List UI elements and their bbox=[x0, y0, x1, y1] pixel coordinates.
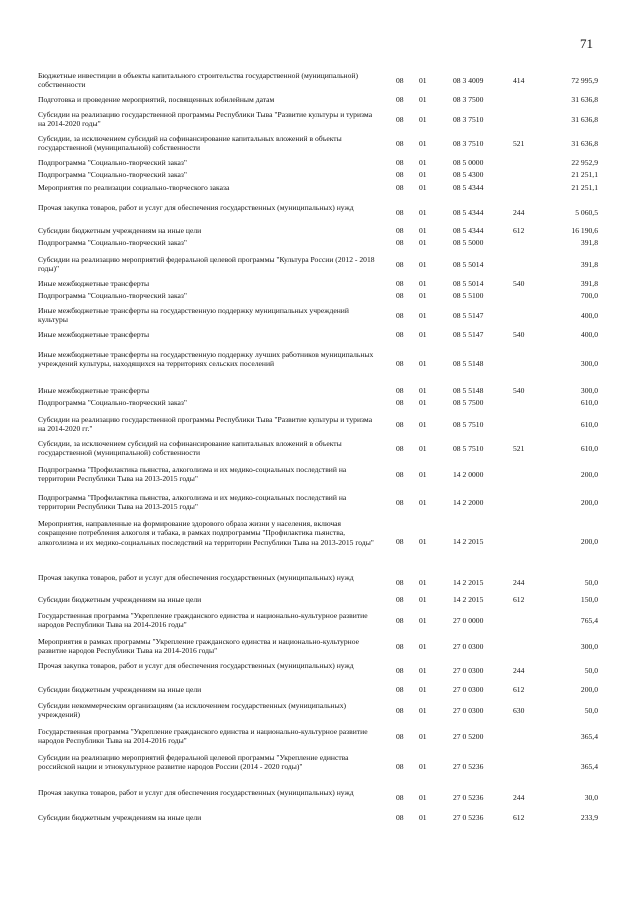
row-section: 08 bbox=[396, 595, 404, 604]
row-section: 08 bbox=[396, 359, 404, 368]
table-row bbox=[38, 238, 598, 248]
row-subsection: 01 bbox=[419, 813, 427, 822]
row-amount: 31 636,8 bbox=[571, 139, 598, 148]
row-section: 08 bbox=[396, 616, 404, 625]
row-subsection: 01 bbox=[419, 170, 427, 179]
row-expense-type: 540 bbox=[513, 279, 525, 288]
row-section: 08 bbox=[396, 732, 404, 741]
row-subsection: 01 bbox=[419, 260, 427, 269]
row-amount: 200,0 bbox=[580, 470, 598, 479]
row-subsection: 01 bbox=[419, 732, 427, 741]
table-row bbox=[38, 386, 598, 396]
row-amount: 150,0 bbox=[580, 595, 598, 604]
row-amount: 30,0 bbox=[584, 793, 598, 802]
row-target-article: 14 2 0000 bbox=[453, 470, 484, 479]
row-target-article: 27 0 0300 bbox=[453, 666, 484, 675]
row-target-article: 08 3 7510 bbox=[453, 115, 484, 124]
row-subsection: 01 bbox=[419, 420, 427, 429]
row-amount: 610,0 bbox=[580, 444, 598, 453]
table-row bbox=[38, 350, 598, 378]
table-row bbox=[38, 203, 598, 222]
row-target-article: 08 5 7500 bbox=[453, 398, 484, 407]
row-expense-type: 244 bbox=[513, 793, 525, 802]
row-subsection: 01 bbox=[419, 595, 427, 604]
row-subsection: 01 bbox=[419, 537, 427, 546]
row-subsection: 01 bbox=[419, 226, 427, 235]
row-name: Прочая закупка товаров, работ и услуг для обеспечения государственных (муниципальных) нужд bbox=[38, 788, 354, 797]
row-section: 08 bbox=[396, 208, 404, 217]
row-target-article: 08 5 5014 bbox=[453, 260, 484, 269]
row-target-article: 27 0 0300 bbox=[453, 642, 484, 651]
row-subsection: 01 bbox=[419, 685, 427, 694]
row-amount: 400,0 bbox=[580, 311, 598, 320]
table-row bbox=[38, 226, 598, 236]
table-row bbox=[38, 573, 598, 592]
row-target-article: 08 5 5100 bbox=[453, 291, 484, 300]
row-target-article: 27 0 5236 bbox=[453, 813, 484, 822]
row-name: Иные межбюджетные трансферты на государственную поддержку муниципальных учреждений культуры bbox=[38, 306, 349, 325]
table-row bbox=[38, 595, 598, 605]
row-target-article: 08 3 7510 bbox=[453, 139, 484, 148]
row-section: 08 bbox=[396, 537, 404, 546]
table-row bbox=[38, 255, 598, 274]
row-name: Прочая закупка товаров, работ и услуг для обеспечения государственных (муниципальных) нужд bbox=[38, 661, 354, 670]
page-number: 71 bbox=[580, 36, 593, 51]
row-section: 08 bbox=[396, 762, 404, 771]
table-row bbox=[38, 611, 598, 630]
table-row bbox=[38, 701, 598, 720]
table-row bbox=[38, 158, 598, 168]
row-name: Прочая закупка товаров, работ и услуг для обеспечения государственных (муниципальных) нужд bbox=[38, 203, 354, 212]
row-amount: 400,0 bbox=[580, 330, 598, 339]
row-target-article: 27 0 0000 bbox=[453, 616, 484, 625]
table-row bbox=[38, 95, 598, 105]
row-section: 08 bbox=[396, 226, 404, 235]
row-section: 08 bbox=[396, 706, 404, 715]
row-amount: 50,0 bbox=[584, 706, 598, 715]
row-subsection: 01 bbox=[419, 183, 427, 192]
row-target-article: 08 5 4344 bbox=[453, 226, 484, 235]
row-name: Бюджетные инвестиции в объекты капитального строительства государственной (муниципальной) собственности bbox=[38, 71, 359, 90]
row-name: Мероприятия в рамках программы "Укрепление гражданского единства и национально-культурное развитие народов Республики Тыва на 2014-2016 годы" bbox=[38, 637, 359, 656]
row-subsection: 01 bbox=[419, 762, 427, 771]
row-name: Государственная программа "Укрепление гражданского единства и национально-культурное развитие народов Республики Тыва на 2014-2016 годы" bbox=[38, 611, 368, 630]
row-section: 08 bbox=[396, 470, 404, 479]
row-amount: 700,0 bbox=[580, 291, 598, 300]
row-amount: 200,0 bbox=[580, 498, 598, 507]
row-subsection: 01 bbox=[419, 330, 427, 339]
table-row bbox=[38, 306, 598, 325]
row-subsection: 01 bbox=[419, 578, 427, 587]
row-amount: 31 636,8 bbox=[571, 115, 598, 124]
row-amount: 5 060,5 bbox=[575, 208, 598, 217]
row-target-article: 27 0 5236 bbox=[453, 762, 484, 771]
row-target-article: 14 2 2015 bbox=[453, 578, 484, 587]
row-amount: 391,8 bbox=[580, 238, 598, 247]
row-amount: 365,4 bbox=[580, 732, 598, 741]
row-section: 08 bbox=[396, 139, 404, 148]
table-row bbox=[38, 279, 598, 289]
row-expense-type: 521 bbox=[513, 444, 525, 453]
row-expense-type: 612 bbox=[513, 595, 525, 604]
row-target-article: 08 5 7510 bbox=[453, 444, 484, 453]
row-amount: 21 251,1 bbox=[571, 183, 598, 192]
row-section: 08 bbox=[396, 95, 404, 104]
row-subsection: 01 bbox=[419, 470, 427, 479]
row-target-article: 08 5 0000 bbox=[453, 158, 484, 167]
row-name: Подпрограмма "Социально-творческий заказ" bbox=[38, 158, 187, 167]
row-section: 08 bbox=[396, 444, 404, 453]
row-name: Субсидии, за исключением субсидий на софинансирование капитальных вложений в объекты государственной (муниципальной) собственности bbox=[38, 134, 342, 153]
row-amount: 200,0 bbox=[580, 537, 598, 546]
row-subsection: 01 bbox=[419, 444, 427, 453]
row-expense-type: 612 bbox=[513, 226, 525, 235]
row-section: 08 bbox=[396, 666, 404, 675]
row-name: Иные межбюджетные трансферты bbox=[38, 386, 150, 395]
table-row bbox=[38, 753, 598, 781]
row-target-article: 08 5 5000 bbox=[453, 238, 484, 247]
row-amount: 50,0 bbox=[584, 578, 598, 587]
row-amount: 391,8 bbox=[580, 260, 598, 269]
row-name: Субсидии бюджетным учреждениям на иные цели bbox=[38, 685, 202, 694]
table-row bbox=[38, 727, 598, 746]
row-amount: 300,0 bbox=[580, 359, 598, 368]
row-amount: 365,4 bbox=[580, 762, 598, 771]
row-target-article: 08 5 4344 bbox=[453, 183, 484, 192]
row-amount: 610,0 bbox=[580, 420, 598, 429]
row-section: 08 bbox=[396, 398, 404, 407]
row-target-article: 27 0 5236 bbox=[453, 793, 484, 802]
row-subsection: 01 bbox=[419, 115, 427, 124]
row-expense-type: 521 bbox=[513, 139, 525, 148]
row-target-article: 14 2 2015 bbox=[453, 595, 484, 604]
row-target-article: 27 0 5200 bbox=[453, 732, 484, 741]
row-section: 08 bbox=[396, 685, 404, 694]
row-amount: 31 636,8 bbox=[571, 95, 598, 104]
row-name: Иные межбюджетные трансферты bbox=[38, 330, 150, 339]
row-expense-type: 612 bbox=[513, 813, 525, 822]
row-target-article: 27 0 0300 bbox=[453, 706, 484, 715]
row-subsection: 01 bbox=[419, 279, 427, 288]
row-target-article: 08 5 4344 bbox=[453, 208, 484, 217]
row-expense-type: 630 bbox=[513, 706, 525, 715]
table-row bbox=[38, 813, 598, 823]
row-name: Подготовка и проведение мероприятий, посвященных юбилейным датам bbox=[38, 95, 275, 104]
row-target-article: 08 5 5148 bbox=[453, 386, 484, 395]
row-target-article: 08 5 5148 bbox=[453, 359, 484, 368]
row-section: 08 bbox=[396, 498, 404, 507]
row-name: Подпрограмма "Социально-творческий заказ" bbox=[38, 398, 187, 407]
row-subsection: 01 bbox=[419, 76, 427, 85]
row-name: Субсидии на реализацию государственной программы Республики Тыва "Развитие культуры и туризма на 2014-2020 гг." bbox=[38, 415, 373, 434]
row-expense-type: 244 bbox=[513, 208, 525, 217]
row-amount: 300,0 bbox=[580, 642, 598, 651]
table-row bbox=[38, 398, 598, 408]
row-amount: 72 995,9 bbox=[571, 76, 598, 85]
row-name: Подпрограмма "Социально-творческий заказ" bbox=[38, 170, 187, 179]
row-name: Прочая закупка товаров, работ и услуг для обеспечения государственных (муниципальных) нужд bbox=[38, 573, 354, 582]
row-subsection: 01 bbox=[419, 95, 427, 104]
row-section: 08 bbox=[396, 76, 404, 85]
table-row bbox=[38, 465, 598, 484]
row-name: Субсидии бюджетным учреждениям на иные цели bbox=[38, 226, 202, 235]
row-amount: 765,4 bbox=[580, 616, 598, 625]
row-amount: 200,0 bbox=[580, 685, 598, 694]
row-subsection: 01 bbox=[419, 386, 427, 395]
row-amount: 50,0 bbox=[584, 666, 598, 675]
row-section: 08 bbox=[396, 642, 404, 651]
table-row bbox=[38, 170, 598, 180]
table-row bbox=[38, 134, 598, 153]
table-row bbox=[38, 291, 598, 301]
row-amount: 610,0 bbox=[580, 398, 598, 407]
row-name: Подпрограмма "Профилактика пьянства, алкоголизма и их медико-социальных последствий на территории Республики Тыва на 2013-2015 годы" bbox=[38, 465, 347, 484]
row-subsection: 01 bbox=[419, 706, 427, 715]
row-subsection: 01 bbox=[419, 666, 427, 675]
table-row bbox=[38, 519, 598, 565]
row-subsection: 01 bbox=[419, 359, 427, 368]
row-amount: 21 251,1 bbox=[571, 170, 598, 179]
row-section: 08 bbox=[396, 260, 404, 269]
row-section: 08 bbox=[396, 330, 404, 339]
row-subsection: 01 bbox=[419, 208, 427, 217]
row-target-article: 08 5 4300 bbox=[453, 170, 484, 179]
table-row bbox=[38, 661, 598, 680]
row-target-article: 14 2 2000 bbox=[453, 498, 484, 507]
row-section: 08 bbox=[396, 813, 404, 822]
row-name: Подпрограмма "Социально-творческий заказ" bbox=[38, 238, 187, 247]
row-subsection: 01 bbox=[419, 291, 427, 300]
row-name: Подпрограмма "Социально-творческий заказ" bbox=[38, 291, 187, 300]
row-name: Подпрограмма "Профилактика пьянства, алкоголизма и их медико-социальных последствий на территории Республики Тыва на 2013-2015 годы" bbox=[38, 493, 347, 512]
row-section: 08 bbox=[396, 386, 404, 395]
row-expense-type: 540 bbox=[513, 386, 525, 395]
table-row bbox=[38, 415, 598, 434]
row-section: 08 bbox=[396, 793, 404, 802]
row-section: 08 bbox=[396, 578, 404, 587]
row-target-article: 08 3 4009 bbox=[453, 76, 484, 85]
row-subsection: 01 bbox=[419, 238, 427, 247]
row-name: Субсидии, за исключением субсидий на софинансирование капитальных вложений в объекты государственной (муниципальной) собственности bbox=[38, 439, 342, 458]
table-row bbox=[38, 110, 598, 129]
row-section: 08 bbox=[396, 238, 404, 247]
row-subsection: 01 bbox=[419, 616, 427, 625]
row-subsection: 01 bbox=[419, 793, 427, 802]
row-name: Субсидии на реализацию государственной программы Республики Тыва "Развитие культуры и туризма на 2014-2020 годы" bbox=[38, 110, 373, 129]
table-row bbox=[38, 183, 598, 193]
table-row bbox=[38, 71, 598, 90]
row-name: Субсидии на реализацию мероприятий федеральной целевой программы "Культура России (2012 - 2018 годы)" bbox=[38, 255, 375, 274]
row-subsection: 01 bbox=[419, 139, 427, 148]
row-amount: 16 190,6 bbox=[571, 226, 598, 235]
row-expense-type: 612 bbox=[513, 685, 525, 694]
row-section: 08 bbox=[396, 170, 404, 179]
row-name: Государственная программа "Укрепление гражданского единства и национально-культурное развитие народов Республики Тыва на 2014-2016 годы" bbox=[38, 727, 368, 746]
row-target-article: 08 3 7500 bbox=[453, 95, 484, 104]
row-subsection: 01 bbox=[419, 158, 427, 167]
row-target-article: 08 5 5147 bbox=[453, 330, 484, 339]
row-name: Мероприятия, направленные на формирование здорового образа жизни у населения, включая сокращение потребления алкоголя и табака, в рамках подпрограммы "Профилактика пьянства, алкоголизма и их медико-социальных последствий на территории Республики Тыва на 2013-2015 годы" bbox=[38, 519, 374, 547]
table-row bbox=[38, 330, 598, 340]
row-section: 08 bbox=[396, 311, 404, 320]
row-target-article: 08 5 5147 bbox=[453, 311, 484, 320]
row-subsection: 01 bbox=[419, 498, 427, 507]
row-amount: 391,8 bbox=[580, 279, 598, 288]
row-section: 08 bbox=[396, 158, 404, 167]
table-row bbox=[38, 637, 598, 656]
row-subsection: 01 bbox=[419, 642, 427, 651]
row-subsection: 01 bbox=[419, 398, 427, 407]
row-target-article: 08 5 5014 bbox=[453, 279, 484, 288]
table-row bbox=[38, 493, 598, 512]
row-expense-type: 540 bbox=[513, 330, 525, 339]
row-subsection: 01 bbox=[419, 311, 427, 320]
row-name: Иные межбюджетные трансферты на государственную поддержку лучших работников муниципальных учреждений культуры, находящихся на территориях сельских поселений bbox=[38, 350, 374, 369]
row-target-article: 08 5 7510 bbox=[453, 420, 484, 429]
row-amount: 233,9 bbox=[580, 813, 598, 822]
row-target-article: 14 2 2015 bbox=[453, 537, 484, 546]
row-expense-type: 414 bbox=[513, 76, 525, 85]
row-expense-type: 244 bbox=[513, 666, 525, 675]
row-expense-type: 244 bbox=[513, 578, 525, 587]
row-section: 08 bbox=[396, 420, 404, 429]
table-row bbox=[38, 788, 598, 807]
row-section: 08 bbox=[396, 115, 404, 124]
table-row bbox=[38, 685, 598, 695]
row-target-article: 27 0 0300 bbox=[453, 685, 484, 694]
row-name: Субсидии бюджетным учреждениям на иные цели bbox=[38, 595, 202, 604]
row-name: Субсидии некоммерческим организациям (за исключением государственных (муниципальных) учреждений) bbox=[38, 701, 347, 720]
row-name: Субсидии на реализацию мероприятий федеральной целевой программы "Укрепление единства российской нации и этнокультурное развитие народов России (2014 - 2020 годы)" bbox=[38, 753, 349, 772]
row-name: Мероприятия по реализации социально-творческого заказа bbox=[38, 183, 230, 192]
row-name: Иные межбюджетные трансферты bbox=[38, 279, 150, 288]
row-amount: 300,0 bbox=[580, 386, 598, 395]
row-section: 08 bbox=[396, 291, 404, 300]
row-section: 08 bbox=[396, 183, 404, 192]
row-section: 08 bbox=[396, 279, 404, 288]
table-row bbox=[38, 439, 598, 458]
row-amount: 22 952,9 bbox=[571, 158, 598, 167]
row-name: Субсидии бюджетным учреждениям на иные цели bbox=[38, 813, 202, 822]
